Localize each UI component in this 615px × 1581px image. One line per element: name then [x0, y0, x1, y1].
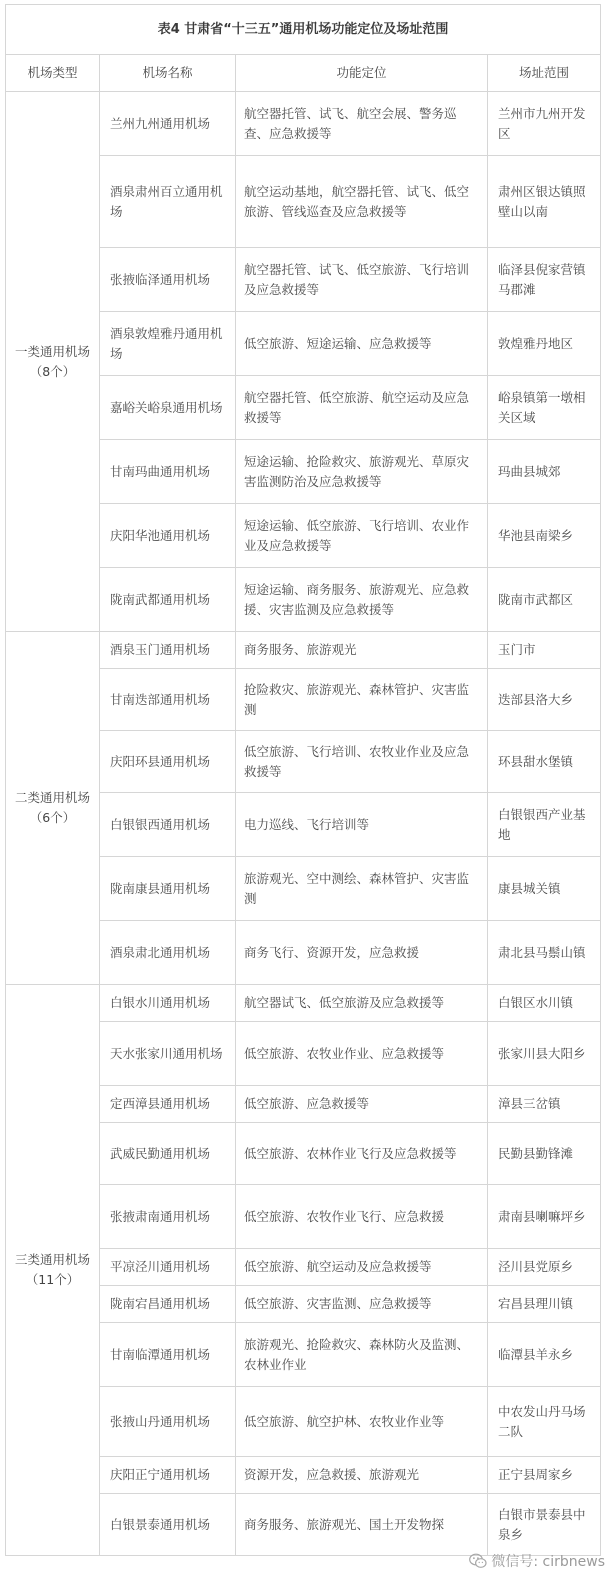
site-cell: 漳县三岔镇: [488, 1086, 601, 1123]
header-function: 功能定位: [236, 55, 488, 92]
table-row: [6, 92, 601, 156]
function-cell: 电力巡线、飞行培训等: [236, 793, 488, 857]
name-cell: 武威民勤通用机场: [100, 1123, 236, 1185]
site-cell: 正宁县周家乡: [488, 1457, 601, 1494]
function-cell: 商务飞行、资源开发，应急救援: [236, 921, 488, 985]
name-cell: 陇南武都通用机场: [100, 568, 236, 632]
category-cell: 一类通用机场（8个）: [6, 92, 100, 632]
function-cell: 低空旅游、农牧作业飞行、应急救援: [236, 1185, 488, 1249]
site-cell: 肃南县喇嘛坪乡: [488, 1185, 601, 1249]
name-cell: 酒泉玉门通用机场: [100, 632, 236, 669]
site-cell: 环县甜水堡镇: [488, 731, 601, 793]
site-cell: 肃州区银达镇照壁山以南: [488, 156, 601, 248]
site-cell: 峪泉镇第一墩相关区域: [488, 376, 601, 440]
function-cell: 抢险救灾、旅游观光、森林管护、灾害监测: [236, 669, 488, 731]
name-cell: 定西漳县通用机场: [100, 1086, 236, 1123]
site-cell: 康县城关镇: [488, 857, 601, 921]
site-cell: 玉门市: [488, 632, 601, 669]
site-cell: 迭部县洛大乡: [488, 669, 601, 731]
name-cell: 庆阳华池通用机场: [100, 504, 236, 568]
site-cell: 白银市景泰县中泉乡: [488, 1494, 601, 1556]
function-cell: 短途运输、商务服务、旅游观光、应急救援、灾害监测及应急救援等: [236, 568, 488, 632]
category-cell: 二类通用机场（6个）: [6, 632, 100, 985]
name-cell: 甘南临潭通用机场: [100, 1323, 236, 1387]
function-cell: 短途运输、抢险救灾、旅游观光、草原灾害监测防治及应急救援等: [236, 440, 488, 504]
function-cell: 旅游观光、抢险救灾、森林防火及监测、农林业作业: [236, 1323, 488, 1387]
function-cell: 商务服务、旅游观光、国土开发物探: [236, 1494, 488, 1556]
site-cell: 临潭县羊永乡: [488, 1323, 601, 1387]
name-cell: 白银银西通用机场: [100, 793, 236, 857]
name-cell: 天水张家川通用机场: [100, 1022, 236, 1086]
function-cell: 航空器试飞、低空旅游及应急救援等: [236, 985, 488, 1022]
function-cell: 低空旅游、灾害监测、应急救援等: [236, 1286, 488, 1323]
name-cell: 甘南迭部通用机场: [100, 669, 236, 731]
header-site: 场址范围: [488, 55, 601, 92]
name-cell: 嘉峪关峪泉通用机场: [100, 376, 236, 440]
wechat-icon: [469, 1553, 487, 1569]
name-cell: 兰州九州通用机场: [100, 92, 236, 156]
function-cell: 航空器托管、试飞、航空会展、警务巡查、应急救援等: [236, 92, 488, 156]
table-row: [6, 985, 601, 1022]
site-cell: 中农发山丹马场二队: [488, 1387, 601, 1457]
site-cell: 兰州市九州开发区: [488, 92, 601, 156]
function-cell: 低空旅游、短途运输、应急救援等: [236, 312, 488, 376]
name-cell: 酒泉肃州百立通用机场: [100, 156, 236, 248]
name-cell: 张掖山丹通用机场: [100, 1387, 236, 1457]
watermark: [469, 1551, 605, 1571]
name-cell: 陇南宕昌通用机场: [100, 1286, 236, 1323]
name-cell: 白银水川通用机场: [100, 985, 236, 1022]
name-cell: 庆阳环县通用机场: [100, 731, 236, 793]
function-cell: 低空旅游、航空护林、农牧业作业等: [236, 1387, 488, 1457]
name-cell: 庆阳正宁通用机场: [100, 1457, 236, 1494]
table-body: [6, 92, 601, 1556]
table-title: 表4 甘肃省“十三五”通用机场功能定位及场址范围: [6, 5, 601, 55]
site-cell: 敦煌雅丹地区: [488, 312, 601, 376]
site-cell: 肃北县马鬃山镇: [488, 921, 601, 985]
function-cell: 低空旅游、农牧业作业、应急救援等: [236, 1022, 488, 1086]
site-cell: 宕昌县理川镇: [488, 1286, 601, 1323]
site-cell: 白银银西产业基地: [488, 793, 601, 857]
function-cell: 航空器托管、低空旅游、航空运动及应急救援等: [236, 376, 488, 440]
name-cell: 白银景泰通用机场: [100, 1494, 236, 1556]
site-cell: 民勤县勤锋滩: [488, 1123, 601, 1185]
watermark-text: 微信号: cirbnews: [491, 1554, 605, 1570]
name-cell: 酒泉肃北通用机场: [100, 921, 236, 985]
name-cell: 平凉泾川通用机场: [100, 1249, 236, 1286]
name-cell: 酒泉敦煌雅丹通用机场: [100, 312, 236, 376]
name-cell: 陇南康县通用机场: [100, 857, 236, 921]
header-name: 机场名称: [100, 55, 236, 92]
name-cell: 张掖肃南通用机场: [100, 1185, 236, 1249]
function-cell: 旅游观光、空中测绘、森林管护、灾害监测: [236, 857, 488, 921]
name-cell: 张掖临泽通用机场: [100, 248, 236, 312]
function-cell: 短途运输、低空旅游、飞行培训、农业作业及应急救援等: [236, 504, 488, 568]
site-cell: 临泽县倪家营镇马郡滩: [488, 248, 601, 312]
category-cell: 三类通用机场（11个）: [6, 985, 100, 1556]
site-cell: 白银区水川镇: [488, 985, 601, 1022]
function-cell: 资源开发，应急救援、旅游观光: [236, 1457, 488, 1494]
function-cell: 低空旅游、农林作业飞行及应急救援等: [236, 1123, 488, 1185]
function-cell: 航空器托管、试飞、低空旅游、飞行培训及应急救援等: [236, 248, 488, 312]
function-cell: 低空旅游、飞行培训、农牧业作业及应急救援等: [236, 731, 488, 793]
name-cell: 甘南玛曲通用机场: [100, 440, 236, 504]
site-cell: 泾川县党原乡: [488, 1249, 601, 1286]
table-row: [6, 632, 601, 669]
site-cell: 玛曲县城郊: [488, 440, 601, 504]
header-type: 机场类型: [6, 55, 100, 92]
function-cell: 低空旅游、航空运动及应急救援等: [236, 1249, 488, 1286]
table-wrapper: [5, 4, 600, 1556]
site-cell: 华池县南梁乡: [488, 504, 601, 568]
function-cell: 航空运动基地，航空器托管、试飞、低空旅游、管线巡查及应急救援等: [236, 156, 488, 248]
function-cell: 商务服务、旅游观光: [236, 632, 488, 669]
function-cell: 低空旅游、应急救援等: [236, 1086, 488, 1123]
site-cell: 陇南市武都区: [488, 568, 601, 632]
site-cell: 张家川县大阳乡: [488, 1022, 601, 1086]
airport-table: [5, 4, 601, 1556]
